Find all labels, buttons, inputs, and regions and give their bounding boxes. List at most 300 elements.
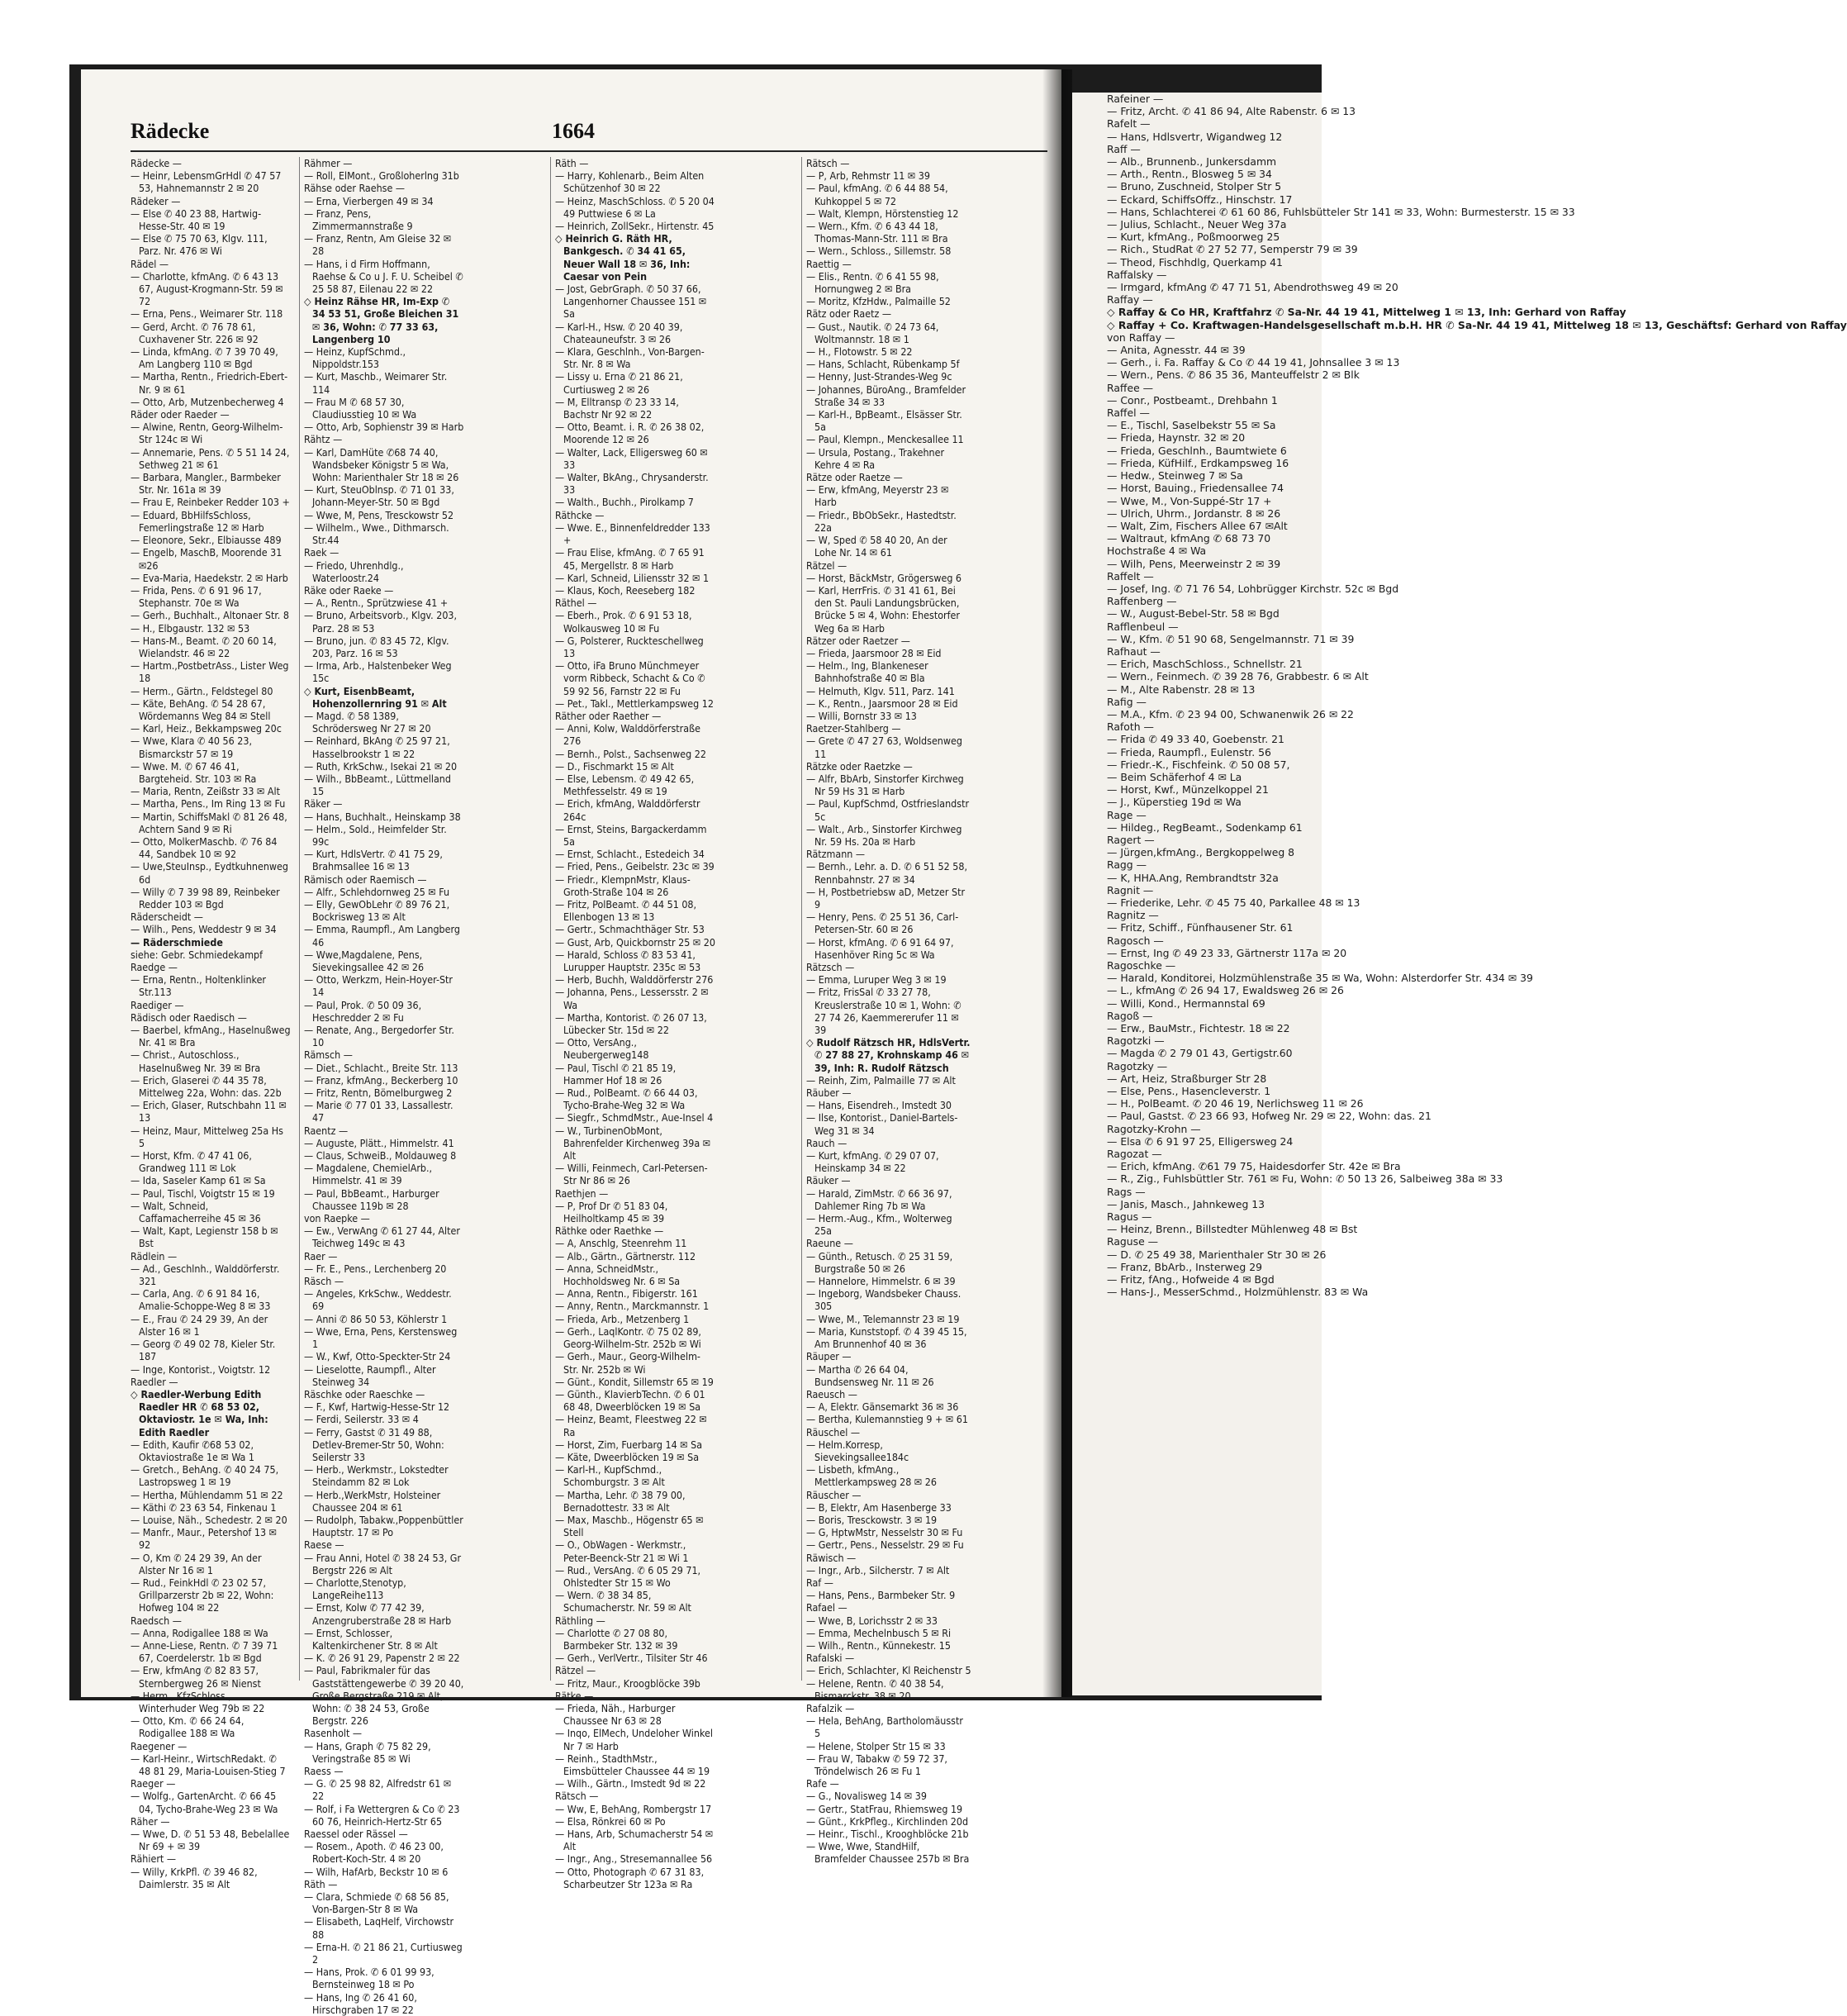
surname-heading: Raffelt — xyxy=(1107,569,1154,582)
directory-entry: — Ingr., Arb., Silcherstr. 7 ✉ Alt xyxy=(806,1563,950,1576)
surname-heading: Ragnit — xyxy=(1107,883,1154,896)
directory-entry: — Otto, iFa Bruno Münchmeyer vorm Ribbeck, Schacht & Co ✆ 59 92 56, Farnstr 22 ✉ Fu xyxy=(555,659,705,697)
directory-entry: — Anna, Rodigallee 188 ✉ Wa xyxy=(131,1626,268,1639)
directory-entry: — Friedr., BbObSekr., Hastedtstr. 22a xyxy=(806,508,957,534)
facing-page xyxy=(1072,93,1847,1695)
directory-entry: — Erich, Glaserei ✆ 44 35 78, Mittelweg 22a, Wohn: das. 22b xyxy=(131,1073,282,1100)
surname-heading: Raedsch — xyxy=(131,1614,182,1627)
directory-entry: — Walter, BkAng., Chrysanderstr. 33 xyxy=(555,471,709,497)
directory-entry: — Paul, Tischl, Voigtstr 15 ✉ 19 xyxy=(131,1186,275,1200)
directory-entry: — Georg ✆ 49 02 78, Kieler Str. 187 xyxy=(131,1338,276,1363)
surname-heading: Ragotzky-Krohn — xyxy=(1107,1122,1201,1135)
directory-entry: — Wilh, Pens, Meerweinstr 2 ✉ 39 xyxy=(1107,557,1281,570)
directory-entry: — Ww, E, BehAng, Rombergstr 17 xyxy=(555,1802,712,1815)
directory-entry: — Kurt, kfmAng., Poßmoorweg 25 xyxy=(1107,231,1280,244)
directory-entry: — Hans-M., Beamt. ✆ 20 60 14, Wielandstr. 46 ✉ 22 xyxy=(131,634,277,659)
directory-entry: — Helmuth, Klgv. 511, Parz. 141 xyxy=(806,684,955,697)
directory-entry: — Fritz, Archt. ✆ 41 86 94, Alte Rabenstr. 6 ✉ 13 xyxy=(1107,105,1356,118)
surname-heading: von Raepke — xyxy=(304,1212,370,1225)
surname-heading: Räke oder Raeke — xyxy=(304,583,394,597)
directory-entry: — Elisabeth, LaqHelf, Virchowstr 88 xyxy=(304,1915,454,1941)
directory-entry: — Irmgard, kfmAng ✆ 47 71 51, Abendrothsweg 49 ✉ 20 xyxy=(1107,281,1398,294)
directory-entry: — Harald, ZimMstr. ✆ 66 36 97, Dahlemer Ring 7b ✉ Wa xyxy=(806,1186,952,1212)
directory-entry: — W, Sped ✆ 58 40 20, An der Lohe Nr. 14 ✉ 61 xyxy=(806,534,947,559)
directory-entry: — Kurt, SteuOblnsp. ✆ 71 01 33, Johann-Meyer-Str. 50 ✉ Bgd xyxy=(304,483,454,509)
directory-entry: — Erna, Rentn., Holtenklinker Str.113 xyxy=(131,973,267,999)
directory-entry: — Engelb, MaschB, Moorende 31 ✉26 xyxy=(131,546,283,572)
directory-entry: — Jürgen,kfmAng., Bergkoppelweg 8 xyxy=(1107,846,1295,859)
directory-entry: — Hans, Buchhalt., Heinskamp 38 xyxy=(304,810,461,823)
directory-entry: — M., Alte Rabenstr. 28 ✉ 13 xyxy=(1107,682,1256,696)
directory-entry: — Wilh., BbBeamt., Lüttmelland 15 xyxy=(304,772,451,798)
surname-heading: Ragoschke — xyxy=(1107,959,1176,972)
directory-entry: — Paul, kfmAng. ✆ 6 44 88 54, Kuhkoppel 5 ✉ 72 xyxy=(806,182,948,207)
directory-entry: — Reinh, Zim, Palmaille 77 ✉ Alt xyxy=(806,1073,956,1086)
directory-entry: — W., TurbinenObMont, Bahrenfelder Kirchenweg 39a ✉ Alt xyxy=(555,1124,711,1163)
directory-entry: — Magd. ✆ 58 1389, Schrödersweg Nr 27 ✉ 20 xyxy=(304,709,431,735)
directory-entry: — Angeles, KrkSchw., Weddestr. 69 xyxy=(304,1287,452,1313)
surname-heading: Räther oder Raether — xyxy=(555,709,662,722)
directory-entry: — Uwe,SteuInsp., Eydtkuhnenweg 6d xyxy=(131,860,288,886)
directory-entry: — Helm., Ing, Blankeneser Bahnhofstraße 40 ✉ Bla xyxy=(806,659,928,685)
directory-entry: — Else ✆ 40 23 88, Hartwig-Hesse-Str. 40 ✉ 19 xyxy=(131,207,262,233)
directory-entry: — Hildeg., RegBeamt., Sodenkamp 61 xyxy=(1107,820,1303,834)
directory-entry: — Elis., Rentn. ✆ 6 41 55 98, Hornungweg 2 ✉ Bra xyxy=(806,269,939,296)
directory-entry: — Bruno, Zuschneid, Stolper Str 5 xyxy=(1107,180,1282,193)
directory-entry: — Wern., Feinmech. ✆ 39 28 76, Grabbestr. 6 ✉ Alt xyxy=(1107,670,1369,683)
surname-heading: Räder oder Raeder — xyxy=(131,408,230,421)
directory-entry: — Erw, kfmAng ✆ 82 83 57, Sternbergweg 26 ✉ Nienst xyxy=(131,1664,261,1690)
directory-entry: — Wern. ✆ 38 34 85, Schumacherstr. Nr. 59 ✉ Alt xyxy=(555,1589,691,1614)
directory-entry: — Frau E, Reinbeker Redder 103 + xyxy=(131,496,290,509)
directory-entry: — Marie ✆ 77 01 33, Lassallestr. 47 xyxy=(304,1099,453,1124)
directory-entry: — Kurt, HdlsVertr. ✆ 41 75 29, Brahmsallee 16 ✉ 13 xyxy=(304,848,443,873)
directory-entry: — D. ✆ 25 49 38, Marienthaler Str 30 ✉ 26 xyxy=(1107,1248,1327,1261)
surname-heading: Raedge — xyxy=(131,961,178,973)
directory-entry: — Horst, kfmAng. ✆ 6 91 64 97, Hasenhöver Ring 5c ✉ Wa xyxy=(806,935,954,961)
surname-heading: Räth — xyxy=(304,1877,338,1890)
directory-entry: — Otto, Photograph ✆ 67 31 83, Scharbeutzer Str 123a ✉ Ra xyxy=(555,1865,705,1890)
surname-heading: Raguse — xyxy=(1107,1235,1159,1248)
directory-entry: — A, Elektr. Gänsemarkt 36 ✉ 36 xyxy=(806,1400,959,1414)
directory-entry: — Henry, Pens. ✆ 25 51 36, Carl-Petersen-Str. 60 ✉ 26 xyxy=(806,911,959,936)
directory-entry: — Maria, Kunststopf. ✆ 4 39 45 15, Am Brunnenhof 40 ✉ 36 xyxy=(806,1324,967,1351)
directory-entry: — G. ✆ 25 98 82, Alfredstr 61 ✉ 22 xyxy=(304,1777,452,1803)
directory-entry: — Herb, Buchh, Walddörferstr 276 xyxy=(555,973,714,987)
directory-entry: — Ferry, Gastst ✆ 31 49 88, Detlev-Bremer-Str 50, Wohn: Seilerstr 33 xyxy=(304,1425,444,1463)
directory-entry: — Fritz, Schiff., Fünfhausener Str. 61 xyxy=(1107,921,1294,934)
directory-entry: — K., Rentn., Jaarsmoor 28 ✉ Eid xyxy=(806,697,958,710)
surname-heading: Rädel — xyxy=(131,257,169,270)
directory-entry: — Bruno, jun. ✆ 83 45 72, Klgv. 203, Parz. 16 ✉ 53 xyxy=(304,634,449,659)
directory-entry: — Walt, Schneid, Caffamacherreihe 45 ✉ 36 xyxy=(131,1199,261,1225)
directory-entry: — Alb., Gärtn., Gärtnerstr. 112 xyxy=(555,1249,696,1262)
directory-entry: — Irma, Arb., Halstenbeker Weg 15c xyxy=(304,659,452,685)
directory-entry: — Boris, Tresckowstr. 3 ✉ 19 xyxy=(806,1513,938,1526)
directory-entry: — Günt., KrkPfleg., Kirchlinden 20d xyxy=(806,1814,969,1828)
directory-entry: — Christ., Autoschloss., Haselnußweg Nr. 39 ✉ Bra xyxy=(131,1048,261,1074)
directory-entry: — Horst, Kfm. ✆ 47 41 06, Grandweg 111 ✉ Lok xyxy=(131,1149,252,1175)
directory-entry: — Lissy u. Erna ✆ 21 86 21, Curtiusweg 2 ✉ 26 xyxy=(555,370,683,396)
directory-entry: — Herm., Gärtn., Feldstegel 80 xyxy=(131,684,273,697)
directory-entry: — Wolfg., GartenArcht. ✆ 66 45 04, Tycho-Brahe-Weg 23 ✉ Wa xyxy=(131,1790,278,1815)
directory-entry: — Manfr., Maur., Petershof 13 ✉ 92 xyxy=(131,1526,277,1552)
directory-entry: — K. ✆ 26 91 29, Papenstr 2 ✉ 22 xyxy=(304,1652,460,1665)
surname-heading: Räuker — xyxy=(806,1174,851,1187)
surname-heading: Rafalzik — xyxy=(806,1701,855,1714)
directory-entry: — Rich., StudRat ✆ 27 52 77, Semperstr 79 ✉ 39 xyxy=(1107,243,1358,256)
directory-entry: — Horst, Zim, Fuerbarg 14 ✉ Sa xyxy=(555,1438,703,1451)
directory-entry: — Wilh, HafArb, Beckstr 10 ✉ 6 xyxy=(304,1865,449,1878)
directory-entry: — Harald, Konditorei, Holzmühlenstraße 35 ✉ Wa, Wohn: Alsterdorfer Str. 434 ✉ 39 xyxy=(1107,972,1533,985)
directory-entry: — K, HHA.Ang, Rembrandtstr 32a xyxy=(1107,871,1279,884)
surname-heading: Raess — xyxy=(304,1765,344,1777)
directory-entry: — Gertr., Schmachthäger Str. 53 xyxy=(555,923,705,936)
directory-entry: — Fritz, Maur., Kroogblöcke 39b xyxy=(555,1676,700,1690)
directory-entry: — Ida, Saseler Kamp 61 ✉ Sa xyxy=(131,1174,266,1187)
directory-entry: — Alwine, Rentn, Georg-Wilhelm-Str 124c ✉ Wi xyxy=(131,421,283,446)
directory-entry: — Horst, Bauing., Friedensallee 74 xyxy=(1107,482,1284,495)
surname-heading: Raffenberg — xyxy=(1107,595,1177,608)
directory-entry: — Kurt, kfmAng. ✆ 29 07 07, Heinskamp 34 ✉ 22 xyxy=(806,1149,939,1175)
facing-page-column xyxy=(1107,93,1847,1679)
directory-entry: — Anna, Rentn., Fibigerstr. 161 xyxy=(555,1287,698,1300)
directory-entry: — Reinh., StadthMstr., Eimsbütteler Chaussee 44 ✉ 19 xyxy=(555,1752,710,1777)
directory-entry: — Räderschmiede xyxy=(131,935,223,949)
directory-entry: — E., Tischl, Saselbekstr 55 ✉ Sa xyxy=(1107,419,1276,432)
directory-entry: — Frieda, Näh., Harburger Chaussee Nr 63 ✉ 28 xyxy=(555,1701,676,1728)
directory-entry: — Hans, Prok. ✆ 6 01 99 93, Bernsteinweg 18 ✉ Po xyxy=(304,1966,434,1991)
directory-entry: — Frau W, Tabakw ✆ 59 72 37, Tröndelwisch 26 ✉ Fu 1 xyxy=(806,1752,947,1777)
surname-heading: Raf — xyxy=(806,1576,833,1589)
directory-entry: — Eleonore, Sekr., Elbiausse 489 xyxy=(131,534,282,547)
directory-entry: — Erich, kfmAng. ✆61 79 75, Haidesdorfer Str. 42e ✉ Bra xyxy=(1107,1160,1401,1173)
surname-heading: Raff — xyxy=(1107,142,1141,155)
directory-entry: ◇ Rudolf Rätzsch HR, HdlsVertr. ✆ 27 88 27, Krohnskamp 46 ✉ 39, Inh: R. Rudolf Rätzsch xyxy=(806,1036,971,1074)
directory-entry: — Emma, Luruper Weg 3 ✉ 19 xyxy=(806,973,947,987)
directory-entry: — Rosem., Apoth. ✆ 46 23 00, Robert-Koch-Str. 4 ✉ 20 xyxy=(304,1840,444,1866)
directory-entry: — Arth., Rentn., Blosweg 5 ✉ 34 xyxy=(1107,168,1272,181)
directory-entry: — Ernst, Schlacht., Estedeich 34 xyxy=(555,848,705,861)
directory-entry: — Anna, SchneidMstr., Hochholdsweg Nr. 6 ✉ Sa xyxy=(555,1262,681,1288)
directory-entry: — Inqo, ElMech, Undeloher Winkel Nr 7 ✉ Harb xyxy=(555,1727,713,1752)
directory-entry: — Wwe, Erna, Pens, Kerstensweg 1 xyxy=(304,1324,458,1351)
directory-entry: ◇ Heinrich G. Räth HR, Bankgesch. ✆ 34 41 65, Neuer Wall 18 ✉ 36, Inh: Caesar von Pein xyxy=(555,232,691,283)
directory-entry: — Hans, Arb, Schumacherstr 54 ✉Alt xyxy=(555,1828,714,1853)
directory-entry: — Wwe. M. ✆ 67 46 41, Bargteheid. Str. 103 ✉ Ra xyxy=(131,759,257,785)
directory-entry: — Anni, Kolw, Walddörferstraße 276 xyxy=(555,722,700,748)
surname-heading: Raeusch — xyxy=(806,1387,857,1400)
directory-entry: — B, Elektr, Am Hasenberge 33 xyxy=(806,1500,952,1514)
directory-entry: — Else ✆ 75 70 63, Klgv. 111, Parz. Nr. 476 ✉ Wi xyxy=(131,232,268,258)
directory-entry: — Martha, Kontorist. ✆ 26 07 13, Lübecker Str. 15d ✉ 22 xyxy=(555,1010,707,1037)
surname-heading: Raffee — xyxy=(1107,381,1154,394)
directory-entry: — Pet., Takl., Mettlerkampsweg 12 xyxy=(555,697,714,710)
directory-entry: — Carla, Ang. ✆ 6 91 84 16, Amalie-Schoppe-Weg 8 ✉ 33 xyxy=(131,1287,271,1313)
directory-entry: — Karl, Heiz., Bekkampsweg 20c xyxy=(131,722,282,735)
directory-entry: — Ferdi, Seilerstr. 33 ✉ 4 xyxy=(304,1413,419,1426)
directory-entry: — Gertr., StatFrau, Rhiemsweg 19 xyxy=(806,1802,963,1815)
directory-entry: — L., kfmAng ✆ 26 94 17, Ewaldsweg 26 ✉ 26 xyxy=(1107,984,1344,997)
surname-heading: Rädecke — xyxy=(131,157,182,169)
directory-entry: — R., Zig., Fuhlsbüttler Str. 761 ✉ Fu, Wohn: ✆ 50 13 26, Salbeiweg 38a ✉ 33 xyxy=(1107,1172,1503,1186)
directory-entry: — Karl, HerrFris. ✆ 31 41 61, Bei den St. Pauli Landungsbrücken, Brücke 5 ✉ 4, Wohn: Ehestorfer Weg 6a ✉ Harb xyxy=(806,583,960,635)
directory-entry: — Frieda, Geschlnh., Baumtwiete 6 xyxy=(1107,444,1287,457)
directory-entry: — Harald, Schloss ✆ 83 53 41, Lurupper Hauptstr. 235c ✉ 53 xyxy=(555,948,701,973)
directory-entry: — Ew., VerwAng ✆ 61 27 44, Alter Teichweg 149c ✉ 43 xyxy=(304,1224,460,1250)
directory-entry: — Gerh., LaqlKontr. ✆ 75 02 89, Georg-Wilhelm-Str. 252b ✉ Wi xyxy=(555,1324,701,1351)
surname-heading: Ragg — xyxy=(1107,858,1147,872)
surname-heading: Ragosch — xyxy=(1107,934,1164,947)
directory-entry: — Karl-H., Hsw. ✆ 20 40 39, Chateauneufstr. 3 ✉ 26 xyxy=(555,320,683,345)
directory-entry: — Käthi ✆ 23 63 54, Finkenau 1 xyxy=(131,1500,277,1514)
surname-heading: Rähse oder Raehse — xyxy=(304,182,406,195)
surname-heading: Räthcke — xyxy=(555,508,605,521)
directory-entry: — Ingr., Ang., Stresemannallee 56 xyxy=(555,1852,713,1866)
directory-entry: — Gerh., i. Fa. Raffay & Co ✆ 44 19 41, Johnsallee 3 ✉ 13 xyxy=(1107,356,1400,369)
surname-heading: Räuber — xyxy=(806,1086,852,1100)
directory-entry: — Wern., Kfm. ✆ 6 43 44 18, Thomas-Mann-Str. 111 ✉ Bra xyxy=(806,220,948,245)
directory-entry: — Barbara, Mangler., Barmbeker Str. Nr. 161a ✉ 39 xyxy=(131,471,281,497)
directory-entry: — Hans-J., MesserSchmd., Holzmühlenstr. 83 ✉ Wa xyxy=(1107,1286,1369,1299)
page-number: 1664 xyxy=(552,119,595,143)
directory-entry: — Wwe, M., Von-Suppé-Str 17 + xyxy=(1107,494,1272,507)
directory-entry: — Günth., Retusch. ✆ 25 31 59, Burgstraße 50 ✉ 26 xyxy=(806,1249,953,1275)
directory-entry: — E., Frau ✆ 24 29 39, An der Alster 16 ✉ 1 xyxy=(131,1312,268,1338)
directory-entry: — Martha, Lehr. ✆ 38 79 00, Bernadottestr. 33 ✉ Alt xyxy=(555,1488,686,1514)
surname-heading: Rafe — xyxy=(806,1777,839,1790)
directory-entry: — Rud., VersAng. ✆ 6 05 29 71, Ohlstedter Str 15 ✉ Wo xyxy=(555,1563,701,1589)
surname-heading: Räsch — xyxy=(304,1275,344,1288)
surname-heading: Räuper — xyxy=(806,1350,852,1363)
directory-entry: — Otto, Arb, Sophienstr 39 ✉ Harb xyxy=(304,421,464,434)
directory-entry: — Kurt, Maschb., Weimarer Str. 114 xyxy=(304,370,448,396)
directory-entry: ◇ Raedler-Werbung Edith Raedler HR ✆ 68 53 02, Oktaviostr. 1e ✉ Wa, Inh: Edith Raedler xyxy=(131,1387,268,1438)
directory-entry: — Friedr., KlempnMstr, Klaus-Groth-Straße 104 ✉ 26 xyxy=(555,872,691,898)
directory-entry: — Wwe, M, Pens, Tresckowstr 52 xyxy=(304,508,454,521)
directory-entry: — Heinz, Maur, Mittelweg 25a Hs 5 xyxy=(131,1124,283,1149)
directory-entry: — Ruth, KrkSchw., Isekai 21 ✉ 20 xyxy=(304,759,458,773)
directory-entry: — Charlotte,Stenotyp, LangeReihe113 xyxy=(304,1576,406,1602)
surname-heading: Rasenholt — xyxy=(304,1727,363,1740)
surname-heading: Ragotzki — xyxy=(1107,1034,1165,1048)
directory-entry: — Otto, MolkerMaschb. ✆ 76 84 44, Sandbek 10 ✉ 92 xyxy=(131,834,278,861)
directory-entry: — Käte, BehAng. ✆ 54 28 67, Wördemanns Weg 84 ✉ Stell xyxy=(131,697,271,722)
directory-entry: — Fritz, PolBeamt. ✆ 44 51 08, Ellenbogen 13 ✉ 13 xyxy=(555,897,697,924)
directory-entry: — Karl-H., BpBeamt., Elsässer Str. 5a xyxy=(806,408,962,434)
directory-entry: — Frau Elise, kfmAng. ✆ 7 65 91 45, Mergellstr. 8 ✉ Harb xyxy=(555,546,705,572)
directory-entry: — Martha, Rentn., Friedrich-Ebert-Nr. 9 ✉ 61 xyxy=(131,370,288,396)
surname-heading: Rädeker — xyxy=(131,194,181,207)
directory-entry: — Fritz, FrisSal ✆ 33 27 78, Kreuslerstraße 10 ✉ 1, Wohn: ✆ 27 74 26, Kaemmererufer 11 ✉ 39 xyxy=(806,986,961,1037)
directory-entry: — Frau Anni, Hotel ✆ 38 24 53, Gr Bergstr 226 ✉ Alt xyxy=(304,1551,462,1576)
surname-heading: Räschke oder Raeschke — xyxy=(304,1387,425,1400)
directory-entry: — Martin, SchiffsMakl ✆ 81 26 48, Achtern Sand 9 ✉ Ri xyxy=(131,810,287,835)
directory-entry: — Walt, Zim, Fischers Allee 67 ✉Alt xyxy=(1107,519,1288,532)
directory-entry: — Moritz, KfzHdw., Palmaille 52 xyxy=(806,295,951,308)
directory-entry: — Gerh., VerlVertr., Tilsiter Str 46 xyxy=(555,1652,708,1665)
directory-entry: — Bertha, Kulemannstieg 9 + ✉ 61 xyxy=(806,1413,968,1426)
directory-entry: Hochstraße 4 ✉ Wa xyxy=(1107,544,1207,558)
book-gutter xyxy=(1042,69,1072,1697)
directory-entry: — Bernh., Polst., Sachsenweg 22 xyxy=(555,747,706,760)
directory-entry: — Fr. E., Pens., Lerchenberg 20 xyxy=(304,1262,447,1275)
surname-heading: Raedler — xyxy=(131,1375,178,1388)
directory-entry: — Wwe, Wwe, StandHilf, Bramfelder Chaussee 257b ✉ Bra xyxy=(806,1840,970,1866)
surname-heading: Rage — xyxy=(1107,808,1147,821)
directory-entry: — Martha, Pens., Im Ring 13 ✉ Fu xyxy=(131,797,286,811)
surname-heading: Räuschel — xyxy=(806,1425,861,1438)
directory-column-2 xyxy=(299,157,464,2016)
directory-entry: — Rolf, i Fa Wettergren & Co ✆ 23 60 76, Heinrich-Hertz-Str 65 xyxy=(304,1802,460,1828)
directory-entry: — Fritz, fAng., Hofweide 4 ✉ Bgd xyxy=(1107,1273,1275,1286)
directory-entry: — O., ObWagen - Werkmstr., Peter-Beenck-Str 21 ✉ Wi 1 xyxy=(555,1538,689,1564)
surname-heading: Räker — xyxy=(304,797,343,811)
directory-entry: — Günt., Kondit, Sillemstr 65 ✉ 19 xyxy=(555,1375,714,1388)
directory-entry: — H., PolBeamt. ✆ 20 46 19, Nerlichsweg 11 ✉ 26 xyxy=(1107,1097,1364,1110)
directory-entry: — Frida ✆ 49 33 40, Goebenstr. 21 xyxy=(1107,733,1284,746)
directory-entry: — J., Küperstieg 19d ✉ Wa xyxy=(1107,796,1242,809)
directory-entry: — Charlotte ✆ 27 08 80, Barmbeker Str. 132 ✉ 39 xyxy=(555,1626,678,1652)
surname-heading: Räth — xyxy=(555,157,589,169)
directory-entry: — Alb., Brunnenb., Junkersdamm xyxy=(1107,155,1277,169)
directory-entry: — W., August-Bebel-Str. 58 ✉ Bgd xyxy=(1107,607,1280,620)
directory-entry: — Bruno, Arbeitsvorb., Klgv. 203, Parz. 28 ✉ 53 xyxy=(304,609,458,635)
directory-entry: — Hedw., Steinweg 7 ✉ Sa xyxy=(1107,469,1243,483)
directory-entry: — Elsa ✆ 6 91 97 25, Elligersweg 24 xyxy=(1107,1134,1294,1148)
directory-entry: — Willi, Feinmech, Carl-Petersen-Str Nr 86 ✉ 26 xyxy=(555,1162,708,1187)
directory-entry: — Martha ✆ 26 64 04, Bundsensweg Nr. 11 ✉ 26 xyxy=(806,1362,934,1388)
surname-heading: Rämsch — xyxy=(304,1048,353,1062)
directory-entry: — Willi, Bornstr 33 ✉ 13 xyxy=(806,709,917,722)
directory-entry: — Anny, Rentn., Marckmannstr. 1 xyxy=(555,1300,710,1313)
directory-entry: — Walt, Klempn, Hörstenstieg 12 xyxy=(806,207,959,220)
surname-heading: Rähmer — xyxy=(304,157,353,169)
directory-entry: — Walt, Kapt, Legienstr 158 b ✉ Bst xyxy=(131,1224,278,1250)
directory-entry: — Gerh., Buchhalt., Altonaer Str. 8 xyxy=(131,609,289,622)
directory-entry: — Helene, Stolper Str 15 ✉ 33 xyxy=(806,1739,946,1752)
directory-entry: ◇ Heinz Rähse HR, Im-Exp ✆ 34 53 51, Große Bleichen 31 ✉ 36, Wohn: ✆ 77 33 63, Langenberg 10 xyxy=(304,295,459,345)
directory-entry: — Magda ✆ 2 79 01 43, Gertigstr.60 xyxy=(1107,1047,1293,1060)
directory-entry: — Hartm.,PostbetrAss., Lister Weg 18 xyxy=(131,659,289,685)
directory-entry: — Clara, Schmiede ✆ 68 56 85, Von-Bargen-Str 8 ✉ Wa xyxy=(304,1890,449,1916)
surname-heading: Rafelt — xyxy=(1107,117,1151,131)
directory-entry: — Hans, i d Firm Hoffmann, Raehse & Co u J. F. U. Scheibel ✆ 25 58 87, Eilenau 22 ✉ 22 xyxy=(304,257,463,296)
directory-entry: — Rud., FeinkHdl ✆ 23 02 57, Grillparzerstr 2b ✉ 22, Wohn: Hofweg 104 ✉ 22 xyxy=(131,1576,274,1614)
surname-heading: Raffalsky — xyxy=(1107,268,1167,281)
directory-entry: — Erw, kfmAng, Meyerstr 23 ✉ Harb xyxy=(806,483,949,509)
directory-entry: — Karl-H., KupfSchmd., Schomburgstr. 3 ✉ Alt xyxy=(555,1463,665,1489)
surname-heading: Räthel — xyxy=(555,597,597,610)
directory-entry: — Helene, Rentn. ✆ 40 38 54, Bismarckstr. 38 ✉ 20 xyxy=(806,1676,944,1702)
directory-entry: — Paul, Tischl ✆ 21 85 19, Hammer Hof 18 ✉ 26 xyxy=(555,1061,677,1086)
directory-entry: — Hans, Ing ✆ 26 41 60, Hirschgraben 17 ✉ 22 xyxy=(304,1990,417,2016)
directory-entry: — Wilh., Rentn., Künnekestr. 15 xyxy=(806,1638,951,1652)
surname-heading: Rädlein — xyxy=(131,1249,178,1262)
directory-entry: — Herm., KfzSchloss., Winterhuder Weg 79b ✉ 22 xyxy=(131,1689,265,1714)
directory-entry: — Roll, ElMont., Großloherlng 31b xyxy=(304,169,459,183)
directory-entry: — Frida, Pens. ✆ 6 91 96 17, Stephanstr. 70e ✉ Wa xyxy=(131,583,262,610)
directory-entry: — Franz, BbArb., Insterweg 29 xyxy=(1107,1260,1262,1273)
directory-entry: — Helm., Sold., Heimfelder Str. 99c xyxy=(304,822,447,848)
directory-entry: — Paul, Gastst. ✆ 23 66 93, Hofweg Nr. 29 ✉ 22, Wohn: das. 21 xyxy=(1107,1110,1432,1123)
directory-entry: — Ernst, Kolw ✆ 77 42 39, Anzengruberstraße 28 ✉ Harb xyxy=(304,1601,452,1627)
directory-entry: — Eberh., Prok. ✆ 6 91 53 18, Wolkausweg 10 ✉ Fu xyxy=(555,609,692,635)
directory-entry: — Horst, Kwf., Münzelkoppel 21 xyxy=(1107,783,1269,796)
directory-entry: — Erich, Glaser, Rutschbahn 11 ✉ 13 xyxy=(131,1099,287,1124)
directory-entry: — M.A., Kfm. ✆ 23 94 00, Schwanenwik 26 ✉ 22 xyxy=(1107,707,1354,720)
directory-entry: — Paul, Klempn., Menckesallee 11 xyxy=(806,433,964,446)
surname-heading: Ragnitz — xyxy=(1107,909,1159,922)
directory-entry: — Art, Heiz, Straßburger Str 28 xyxy=(1107,1072,1267,1085)
directory-entry: — Ingeborg, Wandsbeker Chauss. 305 xyxy=(806,1287,961,1313)
directory-entry: — Heinz, MaschSchloss. ✆ 5 20 04 49 Puttwiese 6 ✉ La xyxy=(555,194,715,220)
directory-entry: — Franz, Pens, Zimmermannstraße 9 xyxy=(304,207,413,233)
directory-entry: — Paul, BbBeamt., Harburger Chaussee 119b ✉ 28 xyxy=(304,1186,439,1212)
directory-entry: — H., Elbgaustr. 132 ✉ 53 xyxy=(131,621,250,635)
directory-entry: — Friederike, Lehr. ✆ 45 75 40, Parkallee 48 ✉ 13 xyxy=(1107,896,1360,909)
directory-entry: — Heinrich, ZollSekr., Hirtenstr. 45 xyxy=(555,220,715,233)
directory-entry: — Günth., KlavierbTechn. ✆ 6 01 68 48, Dweerblöcken 19 ✉ Sa xyxy=(555,1387,705,1414)
directory-entry: — Heinz, Brenn., Billstedter Mühlenweg 48 ✉ Bst xyxy=(1107,1223,1358,1236)
surname-heading: Raediger — xyxy=(131,998,184,1011)
directory-entry: — Annemarie, Pens. ✆ 5 51 14 24, Sethweg 21 ✉ 61 xyxy=(131,445,290,471)
surname-heading: Rauch — xyxy=(806,1136,848,1149)
directory-entry: — Otto, Beamt. i. R. ✆ 26 38 02, Moorende 12 ✉ 26 xyxy=(555,421,705,446)
surname-heading: Raegener — xyxy=(131,1739,188,1752)
directory-entry: — H, Postbetriebsw aD, Metzer Str 9 xyxy=(806,885,966,911)
directory-entry: — Max, Maschb., Högenstr 65 ✉Stell xyxy=(555,1513,704,1539)
surname-heading: Rätzer oder Raetzer — xyxy=(806,634,910,647)
directory-column-3 xyxy=(550,157,715,1890)
surname-heading: Rätzmann — xyxy=(806,848,866,861)
directory-entry: — Alfr., Schlehdornweg 25 ✉ Fu xyxy=(304,885,450,898)
directory-entry: — Julius, Schlacht., Neuer Weg 37a xyxy=(1107,218,1287,231)
directory-entry: — Bernh., Lehr. a. D. ✆ 6 51 52 58, Rennbahnstr. 27 ✉ 34 xyxy=(806,860,967,886)
directory-entry: — Wilhelm., Wwe., Dithmarsch. Str.44 xyxy=(304,521,449,547)
directory-entry: — Wwe. E., Binnenfeldredder 133 + xyxy=(555,521,710,547)
directory-entry: — Lieselotte, Raumpfl., Alter Steinweg 34 xyxy=(304,1362,436,1388)
directory-entry: — F., Kwf, Hartwig-Hesse-Str 12 xyxy=(304,1400,450,1414)
surname-heading: Räthke oder Raethke — xyxy=(555,1224,664,1238)
surname-heading: Rätzsch — xyxy=(806,961,855,973)
directory-entry: — O, Km ✆ 24 29 39, An der Alster Nr 16 ✉ 1 xyxy=(131,1551,262,1576)
directory-entry: — Lisbeth, kfmAng., Mettlerkampsweg 28 ✉ 26 xyxy=(806,1463,937,1489)
directory-page xyxy=(81,69,1061,2016)
directory-entry: — Harry, Kohlenarb., Beim Alten Schützenhof 30 ✉ 22 xyxy=(555,169,705,195)
directory-entry: — Otto, Arb, Mutzenbecherweg 4 xyxy=(131,395,284,408)
directory-entry: — Eva-Maria, Haedekstr. 2 ✉ Harb xyxy=(131,571,288,584)
directory-entry: — Rud., PolBeamt. ✆ 66 44 03, Tycho-Brahe-Weg 32 ✉ Wa xyxy=(555,1086,698,1112)
directory-entry: — Louise, Näh., Schedestr. 2 ✉ 20 xyxy=(131,1513,287,1526)
surname-heading: Raese — xyxy=(304,1538,344,1552)
directory-entry: — Johannes, BüroAng., Bramfelder Straße 34 ✉ 33 xyxy=(806,383,966,408)
surname-heading: Raettig — xyxy=(806,257,852,270)
directory-entry: — Ernst, Schlosser, Kaltenkirchener Str. 8 ✉ Alt xyxy=(304,1626,438,1652)
directory-entry: — Wwe, B, Lorichsstr 2 ✉ 33 xyxy=(806,1614,938,1627)
directory-entry: — Otto, Km. ✆ 66 24 64, Rodigallee 188 ✉ Wa xyxy=(131,1714,245,1740)
directory-entry: — Otto, Werkzm, Hein-Hoyer-Str 14 xyxy=(304,973,453,999)
directory-entry: — Heinr., Tischl., Krooghblöcke 21b xyxy=(806,1828,969,1841)
directory-entry: — Henny, Just-Strandes-Weg 9c xyxy=(806,370,952,383)
directory-entry: — Frieda, Haynstr. 32 ✉ 20 xyxy=(1107,431,1246,445)
directory-entry: ◇ Raffay + Co. Kraftwagen-Handelsgesellschaft m.b.H. HR ✆ Sa-Nr. 44 19 41, Mittelweg 18 ✉ 13, Geschäftsf: Gerhard von Raffay xyxy=(1107,318,1847,331)
surname-heading: Rafoth — xyxy=(1107,720,1154,734)
surname-heading: Ragus — xyxy=(1107,1210,1152,1224)
directory-entry: — Karl, DamHüte ✆68 74 40, Wandsbeker Königstr 5 ✉ Wa, Wohn: Marienthaler Str 18 ✉ 26 xyxy=(304,445,459,484)
directory-entry: — Käte, Dweerblöcken 19 ✉ Sa xyxy=(555,1450,700,1463)
directory-entry: — Hertha, Mühlendamm 51 ✉ 22 xyxy=(131,1488,283,1501)
